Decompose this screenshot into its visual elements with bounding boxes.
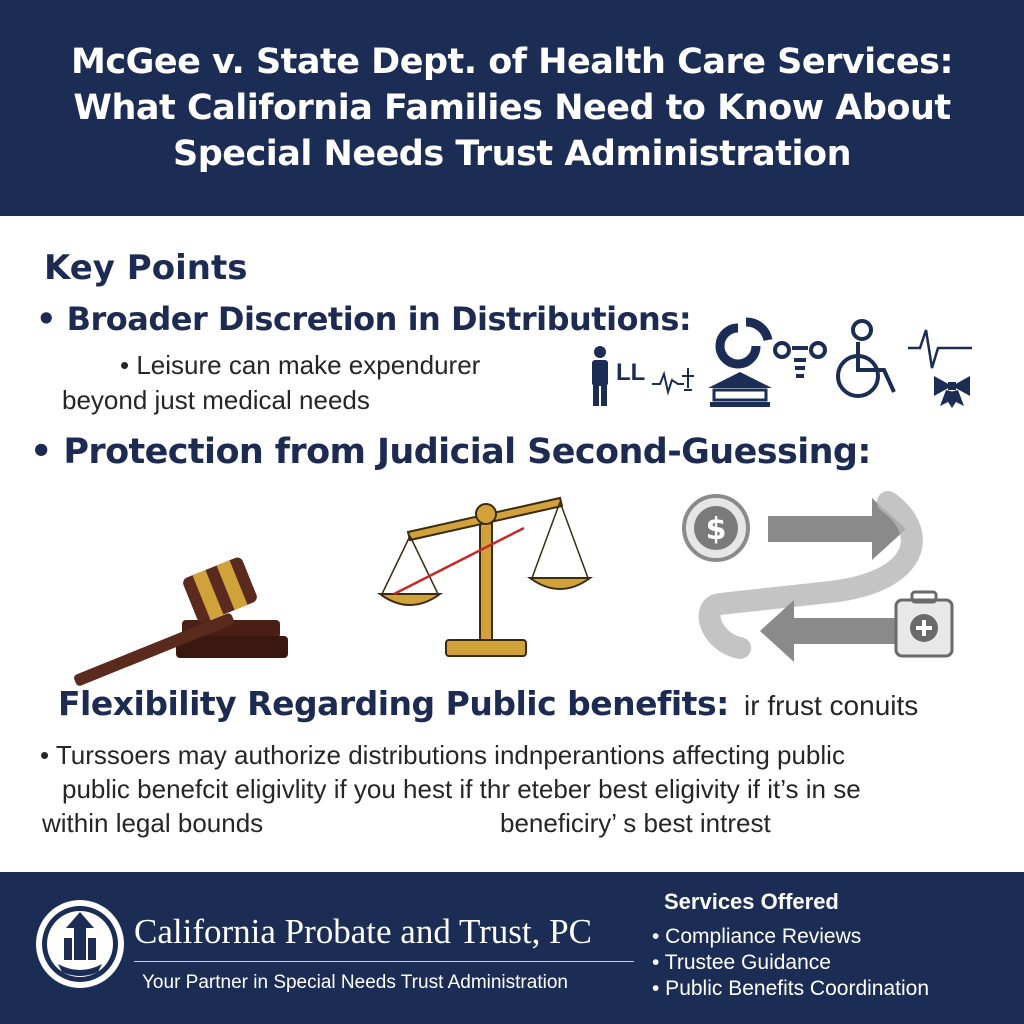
svg-text:$: $ — [705, 512, 727, 547]
point-2-title: • Protection from Judicial Second-Guessing: — [30, 432, 871, 472]
house-icon — [708, 372, 772, 407]
point-1-subline-2: beyond just medical needs — [62, 385, 370, 415]
divider — [134, 961, 634, 962]
point-1-subline-1: • Leisure can make expendurer — [120, 350, 481, 380]
lighthouse-logo-icon — [34, 898, 126, 990]
title-line-1: McGee v. State Dept. of Health Care Services: — [71, 42, 953, 82]
arrow-left-icon — [760, 600, 898, 662]
point-3-line-1: • Turssoers may authorize distributions indnperantions affecting public — [40, 740, 845, 770]
title-banner — [0, 0, 1024, 216]
service-item: • Compliance Reviews — [652, 925, 862, 948]
dollar-coin-icon — [684, 496, 748, 560]
service-item: • Public Benefits Coordination — [652, 977, 930, 1000]
heartbeat-icon — [652, 368, 694, 392]
icon-strip — [580, 310, 1000, 420]
person-icon — [592, 346, 608, 406]
person-label: LL — [616, 359, 646, 386]
point-3-title: Flexibility Regarding Public benefits: — [58, 684, 729, 723]
heartbeat-icon — [908, 330, 972, 368]
donut-icon — [720, 322, 768, 364]
point-1-title: • Broader Discretion in Distributions: — [36, 300, 692, 338]
key-points-heading: Key Points — [44, 248, 248, 288]
title-line-2: What California Families Need to Know About — [73, 88, 951, 128]
service-item: • Trustee Guidance — [652, 951, 831, 974]
firm-tagline: Your Partner in Special Needs Trust Administration — [142, 972, 568, 993]
point-3-line-2: public benefcit eligivlity if you hest if thr eteber best eligivity if it’s in se — [62, 774, 861, 804]
benefits-flow-graphic — [680, 492, 960, 662]
wheelchair-icon — [838, 321, 894, 396]
point-3-title-tail: ir frust conuits — [744, 690, 919, 721]
gavel-icon — [50, 550, 300, 665]
scales-icon — [376, 490, 596, 660]
point-3-line-4: beneficiry’ s best intrest — [500, 808, 771, 838]
point-3-line-3: within legal bounds — [42, 808, 264, 838]
spine-icon — [775, 343, 825, 376]
medical-kit-icon — [896, 592, 952, 656]
firm-name: California Probate and Trust, PC — [134, 912, 592, 951]
services-heading: Services Offered — [664, 889, 839, 914]
ribbon-icon — [934, 376, 970, 408]
title-line-3: Special Needs Trust Administration — [173, 134, 851, 174]
